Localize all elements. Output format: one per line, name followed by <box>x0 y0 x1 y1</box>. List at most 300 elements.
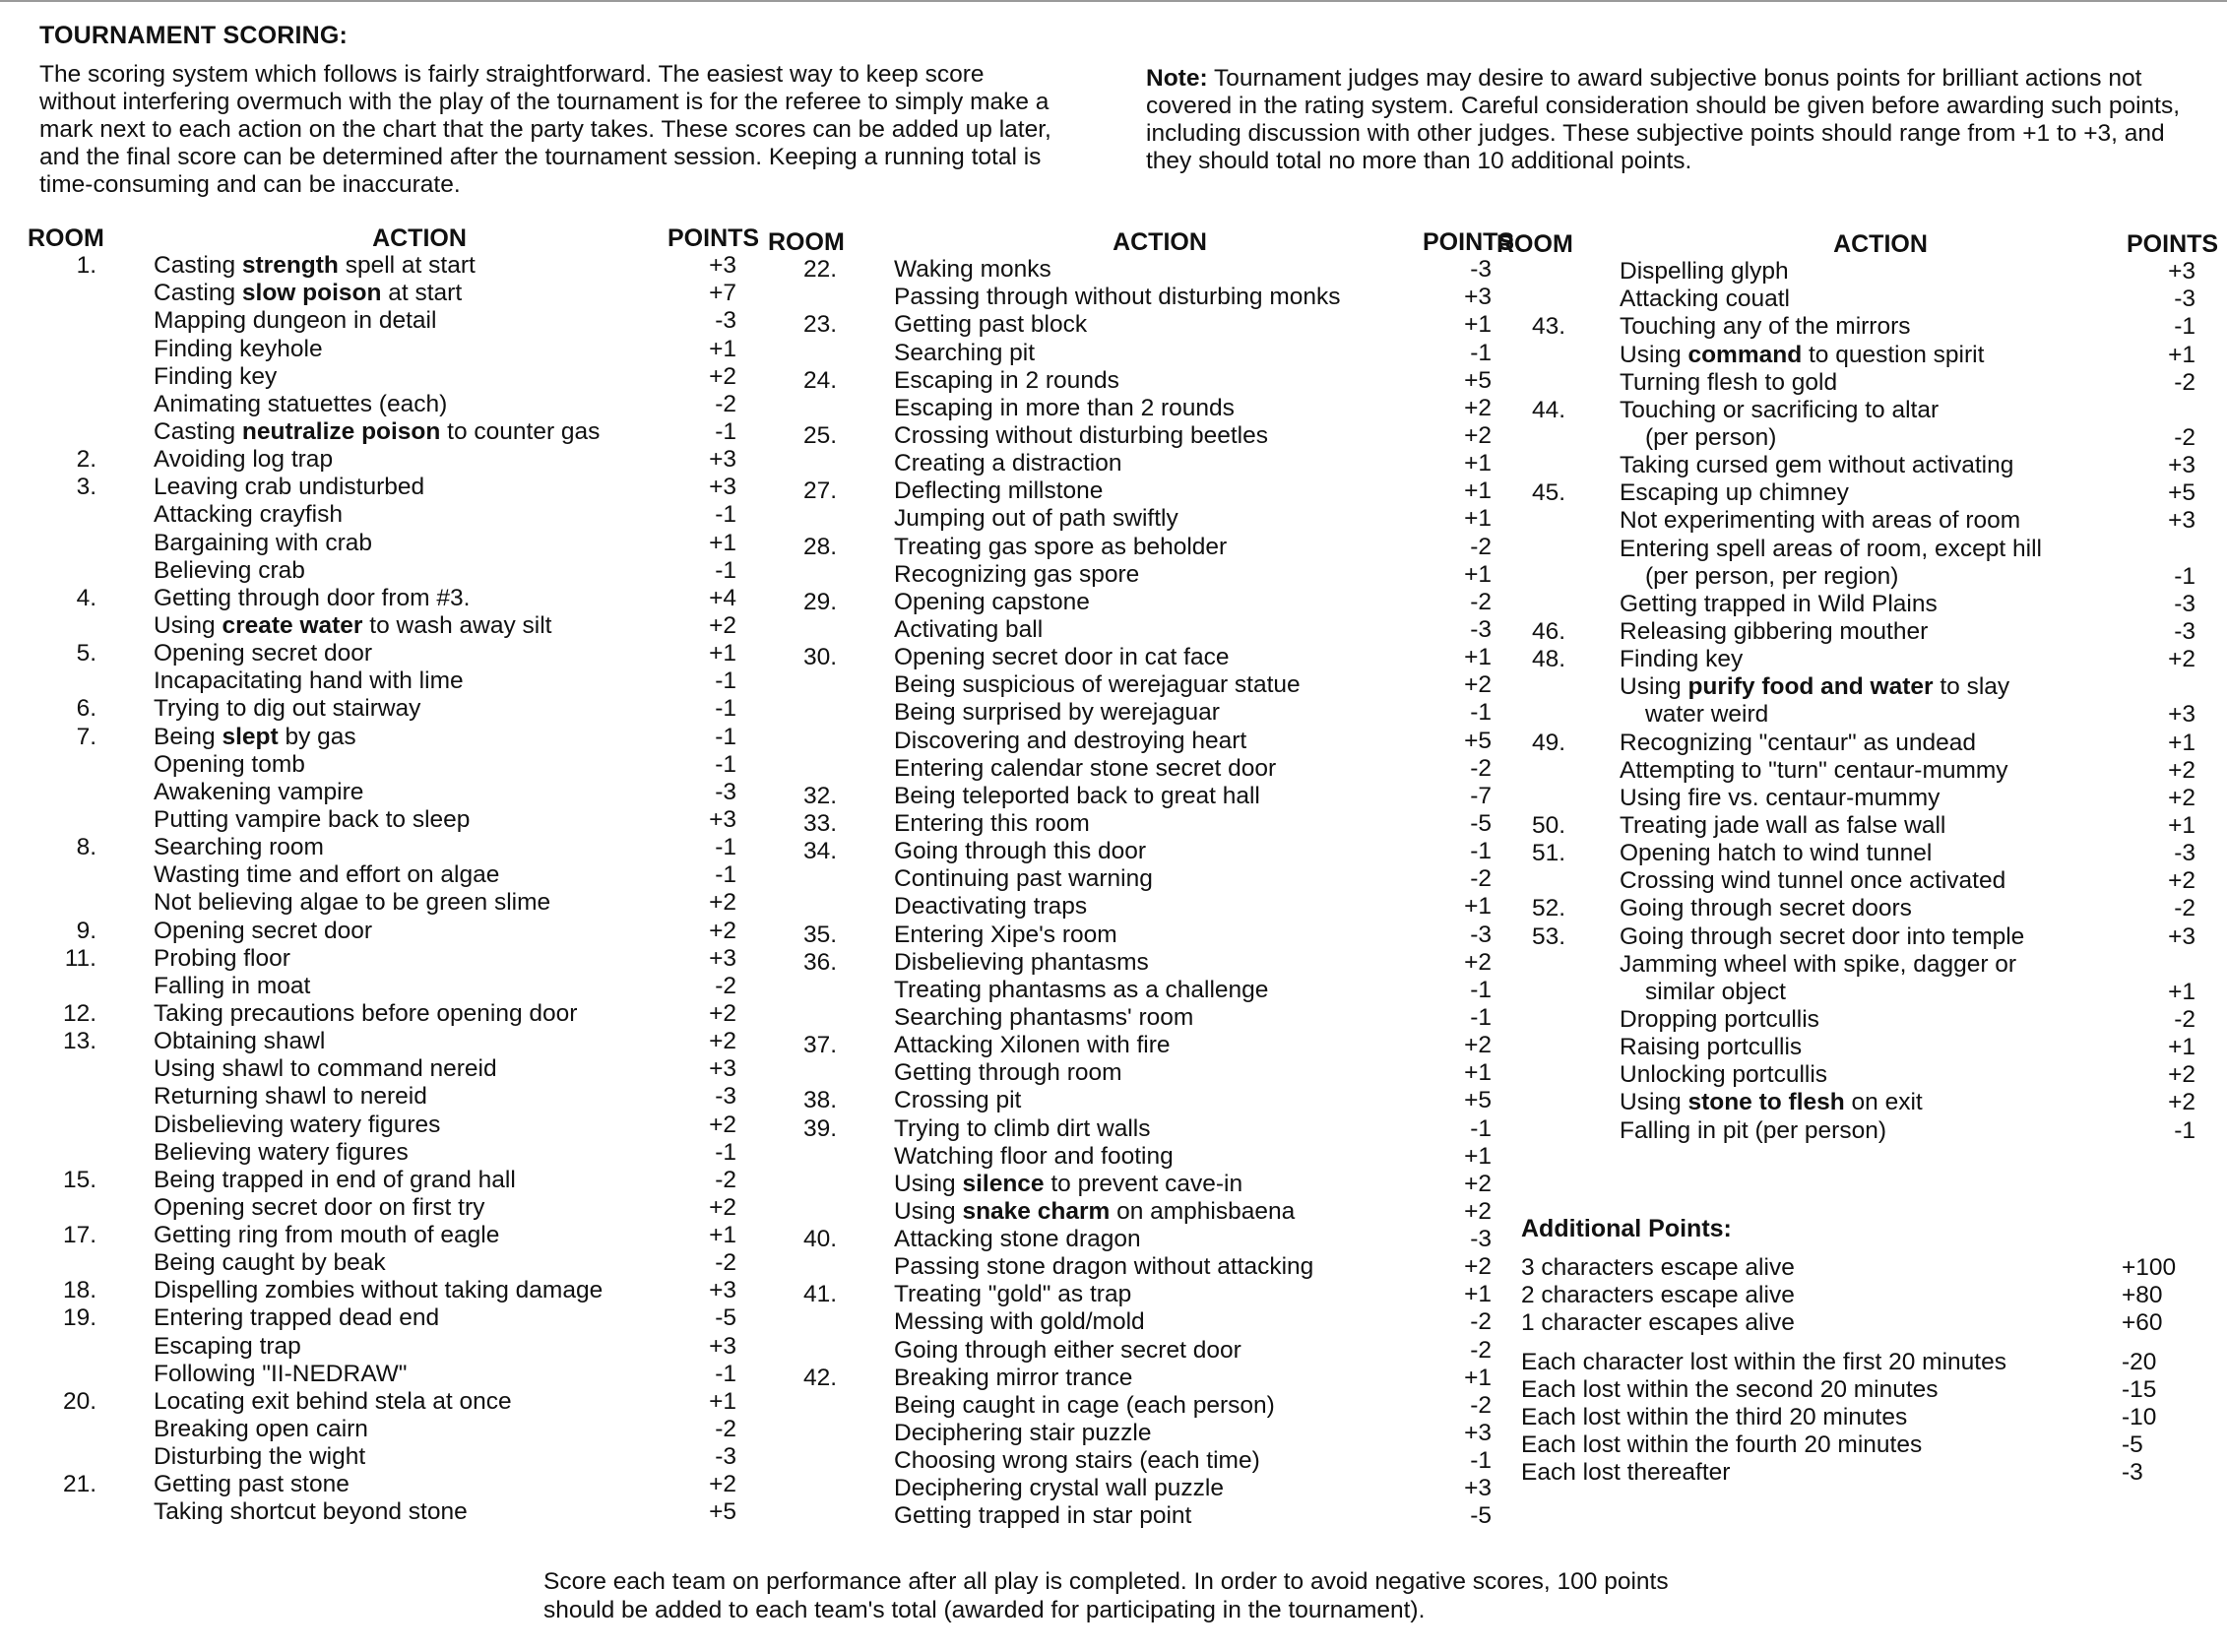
note-paragraph <box>1146 65 2190 175</box>
additional-points-row <box>1521 1309 2163 1337</box>
action-text <box>894 1115 1150 1143</box>
points-value: +3 <box>709 944 736 972</box>
action-text <box>154 834 324 861</box>
points-value: +3 <box>1464 284 1492 311</box>
points-value: +3 <box>709 1055 736 1083</box>
action-fragment: Following "II-NEDRAW" <box>154 1360 408 1387</box>
action-text <box>1620 342 1984 369</box>
points-value: -1 <box>715 417 736 445</box>
action-fragment: Obtaining shawl <box>154 1028 326 1055</box>
action-text <box>1620 1089 1923 1116</box>
points-value: -3 <box>715 778 736 805</box>
action-fragment: Passing stone dragon without attacking <box>894 1253 1314 1281</box>
points-value: +2 <box>1464 1032 1492 1059</box>
action-fragment: Using <box>154 611 223 639</box>
action-fragment: Bargaining with crab <box>154 529 372 556</box>
points-value: -2 <box>2174 423 2195 451</box>
action-text <box>154 336 323 363</box>
action-fragment: Messing with gold/mold <box>894 1308 1145 1336</box>
points-value: -3 <box>2174 590 2195 617</box>
action-text <box>154 751 305 779</box>
action-text <box>154 724 356 751</box>
points-value: +7 <box>709 280 736 307</box>
action-fragment: Putting vampire back to sleep <box>154 805 471 833</box>
points-value: -2 <box>1470 1308 1492 1336</box>
action-text <box>894 1087 1021 1114</box>
action-fragment: Casting <box>154 280 242 307</box>
action-text <box>894 367 1119 395</box>
action-text <box>894 1337 1241 1365</box>
points-value: +5 <box>1464 366 1492 394</box>
action-text <box>154 501 343 529</box>
additional-points-label: Each lost within the fourth 20 minutes <box>1521 1431 1923 1458</box>
room-number: 49. <box>1531 729 1565 756</box>
action-text <box>1620 1061 1827 1089</box>
points-value: +1 <box>709 1222 736 1249</box>
action-fragment: Trying to climb dirt walls <box>894 1114 1151 1142</box>
action-fragment: Breaking mirror trance <box>894 1364 1133 1391</box>
action-fragment: Leaving crab undisturbed <box>154 474 425 501</box>
room-number: 18. <box>62 1277 96 1304</box>
spell-name: command <box>1687 341 1803 368</box>
spell-name: create water <box>222 611 363 639</box>
action-text <box>1620 286 1790 313</box>
points-value: +3 <box>709 474 736 501</box>
action-fragment: Watching floor and footing <box>894 1142 1174 1170</box>
action-fragment: Not experimenting with areas of room <box>1620 507 2021 535</box>
room-number: 9. <box>76 917 96 944</box>
action-fragment: Activating ball <box>894 615 1044 643</box>
action-text <box>154 363 277 391</box>
points-value: -2 <box>715 1166 736 1193</box>
room-number: 52. <box>1531 895 1565 922</box>
action-fragment: Opening capstone <box>894 588 1090 615</box>
action-fragment: Opening secret door <box>154 917 372 944</box>
action-fragment: spell at start <box>338 252 476 280</box>
action-fragment: to question spirit <box>1802 341 1985 368</box>
action-fragment: Opening hatch to wind tunnel <box>1620 840 1933 867</box>
action-fragment: Jumping out of path swiftly <box>894 505 1178 533</box>
room-number: 53. <box>1531 922 1565 950</box>
points-value: -1 <box>2174 1116 2195 1144</box>
action-fragment: Getting past block <box>894 311 1088 339</box>
additional-points-row <box>1521 1282 2163 1309</box>
action-fragment: Trying to dig out stairway <box>154 695 421 723</box>
points-value: -2 <box>715 1416 736 1443</box>
points-value: +5 <box>709 1498 736 1526</box>
spell-name: neutralize poison <box>241 417 441 445</box>
action-text <box>1620 258 1789 286</box>
action-text <box>894 422 1268 450</box>
points-value: -1 <box>715 723 736 750</box>
action-fragment: Crossing without disturbing beetles <box>894 421 1268 449</box>
action-text <box>1620 507 2020 535</box>
action-fragment: Being <box>154 723 223 750</box>
action-fragment: Treating gas spore as beholder <box>894 533 1228 560</box>
points-value: -1 <box>715 1138 736 1166</box>
points-value: +1 <box>1464 311 1492 339</box>
points-value: -1 <box>1470 699 1492 727</box>
action-fragment: Opening secret door <box>154 640 372 667</box>
action-fragment: Returning shawl to nereid <box>154 1083 427 1111</box>
action-fragment: Being caught in cage (each person) <box>894 1391 1275 1419</box>
points-value: +5 <box>1464 1087 1492 1114</box>
points-value: +1 <box>2168 811 2195 839</box>
action-fragment: Waking monks <box>894 256 1051 284</box>
action-fragment: water weird <box>1645 701 1769 729</box>
additional-points-row <box>1521 1376 2157 1404</box>
additional-points-value: -15 <box>2122 1376 2157 1403</box>
action-text <box>1620 313 1911 341</box>
action-fragment: Being trapped in end of grand hall <box>154 1166 516 1193</box>
points-value: -1 <box>715 501 736 529</box>
room-number: 45. <box>1531 479 1565 507</box>
points-value: -2 <box>1470 533 1492 560</box>
points-value: -5 <box>1470 809 1492 837</box>
action-text <box>1620 1006 1819 1034</box>
action-text <box>154 585 470 612</box>
action-text <box>154 557 305 585</box>
action-text <box>154 1194 484 1222</box>
action-fragment: on amphisbaena <box>1110 1197 1296 1225</box>
points-value: +2 <box>1464 948 1492 976</box>
action-text <box>1620 452 2013 479</box>
points-value: -3 <box>1470 921 1492 948</box>
additional-points-label: Each lost within the second 20 minutes <box>1521 1376 1939 1403</box>
action-fragment: Continuing past warning <box>894 865 1153 893</box>
action-text <box>154 1055 497 1083</box>
points-value: +3 <box>709 446 736 474</box>
points-value: +1 <box>2168 1034 2195 1061</box>
top-rule <box>0 0 2227 2</box>
spell-name: snake charm <box>962 1197 1111 1225</box>
action-fragment: Treating phantasms as a challenge <box>894 976 1269 1003</box>
action-text <box>894 450 1122 477</box>
action-fragment: Incapacitating hand with lime <box>154 667 464 695</box>
room-number: 27. <box>802 477 837 505</box>
points-value: -3 <box>2174 286 2195 313</box>
points-value: +2 <box>709 611 736 639</box>
action-text <box>154 530 372 557</box>
points-value: +3 <box>2168 701 2195 729</box>
action-text <box>1620 1034 1802 1061</box>
action-fragment: Entering calendar stone secret door <box>894 754 1277 782</box>
action-text <box>1620 923 2024 951</box>
points-value: -1 <box>1470 838 1492 865</box>
additional-points-value: -20 <box>2122 1349 2157 1375</box>
points-value: +2 <box>709 917 736 944</box>
room-number: 1. <box>76 252 96 280</box>
action-fragment: Taking shortcut beyond stone <box>154 1498 468 1526</box>
action-text <box>894 1143 1174 1171</box>
action-fragment: Recognizing "centaur" as undead <box>1620 729 1976 756</box>
action-text <box>154 1388 512 1416</box>
action-text <box>154 1000 577 1028</box>
action-text <box>1620 895 1912 922</box>
action-text <box>154 1416 368 1443</box>
points-value: +5 <box>1464 727 1492 754</box>
action-fragment: Deciphering crystal wall puzzle <box>894 1475 1224 1502</box>
room-header: ROOM <box>768 228 845 256</box>
action-fragment: Finding key <box>1620 646 1744 673</box>
action-fragment: Breaking open cairn <box>154 1416 368 1443</box>
action-fragment: Opening secret door in cat face <box>894 644 1230 671</box>
action-fragment: Crossing wind tunnel once activated <box>1620 867 2006 895</box>
room-number: 33. <box>802 809 837 837</box>
action-text <box>154 667 464 695</box>
points-value: +1 <box>709 529 736 556</box>
action-fragment: on exit <box>1844 1089 1923 1116</box>
action-text <box>894 671 1301 699</box>
action-text <box>894 783 1260 810</box>
action-text <box>154 1249 386 1277</box>
action-fragment: Escaping in more than 2 rounds <box>894 394 1235 421</box>
action-text <box>1620 618 1928 646</box>
additional-points-label: Each character lost within the first 20 minutes <box>1521 1349 2006 1375</box>
room-number: 8. <box>76 834 96 861</box>
action-fragment: Taking precautions before opening door <box>154 999 578 1027</box>
action-fragment: Using <box>1620 341 1688 368</box>
points-value: -2 <box>1470 1336 1492 1364</box>
additional-points-title: Additional Points: <box>1521 1215 1732 1242</box>
points-value: +2 <box>1464 1253 1492 1281</box>
points-value: -3 <box>2174 617 2195 645</box>
points-value: +1 <box>709 640 736 667</box>
action-fragment: Crossing pit <box>894 1087 1022 1114</box>
additional-points-list <box>1521 1254 2177 1487</box>
action-text <box>1620 979 1786 1006</box>
points-value: +4 <box>709 584 736 611</box>
action-fragment: Using <box>1620 1089 1688 1116</box>
additional-points-section <box>1521 1215 2177 1487</box>
action-fragment: Dispelling glyph <box>1620 258 1789 286</box>
action-fragment: Finding key <box>154 362 278 390</box>
action-text <box>894 256 1051 284</box>
action-fragment: Escaping in 2 rounds <box>894 366 1119 394</box>
action-fragment: Disturbing the wight <box>154 1443 366 1471</box>
action-text <box>894 589 1090 616</box>
note-label: Note: <box>1146 65 1208 92</box>
action-text <box>1620 701 1768 729</box>
action-text <box>894 477 1103 505</box>
room-number: 35. <box>802 921 837 948</box>
points-value: +2 <box>1464 1170 1492 1197</box>
points-header: POINTS <box>668 224 760 252</box>
action-fragment: Treating "gold" as trap <box>894 1281 1132 1308</box>
spell-name: slow poison <box>241 280 382 307</box>
action-fragment: Not believing algae to be green slime <box>154 889 551 917</box>
points-value: -1 <box>715 667 736 695</box>
action-text <box>894 1308 1145 1336</box>
room-number: 12. <box>62 999 96 1027</box>
points-value: +3 <box>1464 1420 1492 1447</box>
action-fragment: Wasting time and effort on algae <box>154 861 500 889</box>
action-text <box>894 284 1341 311</box>
action-text <box>1620 812 1945 840</box>
points-value: +1 <box>709 1387 736 1415</box>
room-number: 44. <box>1531 396 1565 423</box>
action-fragment: Escaping up chimney <box>1620 479 1849 507</box>
room-number: 39. <box>802 1114 837 1142</box>
points-value: +1 <box>1464 450 1492 477</box>
action-text <box>1620 646 1743 673</box>
action-fragment: Finding keyhole <box>154 335 323 362</box>
action-text <box>154 806 470 834</box>
action-fragment: Attacking couatl <box>1620 286 1790 313</box>
additional-points-value: +60 <box>2122 1309 2163 1336</box>
action-text <box>894 865 1153 893</box>
action-header: ACTION <box>372 224 467 252</box>
action-fragment: Searching room <box>154 834 324 861</box>
points-value: +1 <box>709 335 736 362</box>
action-text <box>1620 563 1898 591</box>
room-number: 22. <box>802 256 837 284</box>
action-text <box>154 1139 409 1167</box>
room-number: 46. <box>1531 617 1565 645</box>
points-value: +1 <box>1464 1281 1492 1308</box>
points-value: -3 <box>2174 840 2195 867</box>
points-value: +3 <box>709 252 736 280</box>
action-text <box>154 446 333 474</box>
points-value: -2 <box>2174 895 2195 922</box>
additional-points-value: -10 <box>2122 1404 2157 1430</box>
action-fragment: Being caught by beak <box>154 1249 386 1277</box>
action-text <box>1620 1117 1886 1145</box>
action-fragment: Treating jade wall as false wall <box>1620 811 1946 839</box>
action-fragment: Recognizing gas spore <box>894 560 1140 588</box>
points-value: +1 <box>2168 729 2195 756</box>
action-header: ACTION <box>1833 230 1928 258</box>
action-fragment: Turning flesh to gold <box>1620 368 1838 396</box>
action-fragment: Probing floor <box>154 944 290 972</box>
points-value: +3 <box>2168 507 2195 535</box>
action-fragment: Attacking crayfish <box>154 501 343 529</box>
action-fragment: Disbelieving watery figures <box>154 1111 441 1138</box>
points-value: +1 <box>2168 978 2195 1005</box>
action-text <box>894 1502 1191 1530</box>
points-value: -2 <box>1470 588 1492 615</box>
points-value: +1 <box>2168 341 2195 368</box>
action-fragment: Using <box>894 1197 963 1225</box>
action-text <box>154 1361 407 1388</box>
action-fragment: Using <box>1620 673 1688 701</box>
room-number: 29. <box>802 588 837 615</box>
points-value: +2 <box>1464 394 1492 421</box>
action-fragment: Raising portcullis <box>1620 1034 1803 1061</box>
action-fragment: Being surprised by werejaguar <box>894 699 1220 727</box>
action-fragment: Attacking Xilonen with fire <box>894 1032 1171 1059</box>
points-value: +3 <box>2168 452 2195 479</box>
action-text <box>1620 536 2042 563</box>
action-text <box>1620 424 1776 452</box>
action-fragment: Searching pit <box>894 339 1036 366</box>
action-fragment: Going through this door <box>894 838 1147 865</box>
action-text <box>894 1171 1242 1198</box>
spell-name: slept <box>222 723 279 750</box>
points-value: +1 <box>1464 1059 1492 1087</box>
points-value: -2 <box>715 1249 736 1277</box>
points-value: -1 <box>2174 313 2195 341</box>
room-number: 50. <box>1531 811 1565 839</box>
footer-note: Score each team on performance after all play is completed. In order to avoid negative scores, 100 points should be added to each team's total (awarded for participating in the tournament). <box>543 1568 1669 1623</box>
points-header: POINTS <box>2127 230 2219 258</box>
points-value: +2 <box>709 1193 736 1221</box>
points-value: -1 <box>715 834 736 861</box>
additional-points-label: Each lost within the third 20 minutes <box>1521 1404 1908 1430</box>
points-value: -1 <box>715 861 736 889</box>
room-number: 30. <box>802 644 837 671</box>
action-text <box>894 1253 1313 1281</box>
action-text <box>894 977 1268 1004</box>
points-value: +2 <box>1464 1197 1492 1225</box>
room-number: 23. <box>802 311 837 339</box>
action-fragment: Being teleported back to great hall <box>894 782 1260 809</box>
spell-name: purify food and water <box>1687 673 1934 701</box>
points-value: +2 <box>709 362 736 390</box>
room-number: 21. <box>62 1471 96 1498</box>
action-fragment: Attacking stone dragon <box>894 1226 1141 1253</box>
action-text <box>154 252 476 280</box>
points-value: +2 <box>709 1028 736 1055</box>
room-number: 6. <box>76 695 96 723</box>
action-fragment: Unlocking portcullis <box>1620 1061 1828 1089</box>
action-fragment: Falling in pit (per person) <box>1620 1116 1886 1144</box>
action-text <box>894 1420 1151 1447</box>
action-fragment: Using shawl to command nereid <box>154 1055 497 1083</box>
points-value: -3 <box>715 307 736 335</box>
action-text <box>154 918 372 945</box>
action-text <box>154 1304 439 1332</box>
room-number: 15. <box>62 1166 96 1193</box>
points-value: -1 <box>2174 562 2195 590</box>
action-text <box>154 418 600 446</box>
room-number: 43. <box>1531 313 1565 341</box>
room-number: 37. <box>802 1032 837 1059</box>
action-text <box>894 755 1276 783</box>
room-number: 4. <box>76 584 96 611</box>
action-text <box>154 1498 468 1526</box>
points-value: +2 <box>709 1471 736 1498</box>
additional-points-value: -3 <box>2122 1459 2143 1486</box>
action-text <box>894 1059 1122 1087</box>
action-fragment: Taking cursed gem without activating <box>1620 452 2014 479</box>
intro-paragraph: The scoring system which follows is fairly straightforward. The easiest way to keep score without interfering overmuch with the play of the tournament is for the referee to simply make a mark next to each action on the chart that the party takes. These scores can be added up later, and the final score can be determined after the tournament session. Keeping a running total is time-consuming and can be inaccurate. <box>39 61 1051 198</box>
action-text <box>154 391 447 418</box>
points-value: -1 <box>1470 1114 1492 1142</box>
action-fragment: Disbelieving phantasms <box>894 948 1149 976</box>
points-value: -2 <box>2174 368 2195 396</box>
room-number: 51. <box>1531 840 1565 867</box>
action-text <box>894 561 1139 589</box>
action-fragment: to prevent cave-in <box>1044 1170 1243 1197</box>
action-fragment: Deflecting millstone <box>894 477 1104 505</box>
action-text <box>894 921 1117 949</box>
room-number: 34. <box>802 838 837 865</box>
room-number: 38. <box>802 1087 837 1114</box>
points-value: +2 <box>2168 1089 2195 1116</box>
action-fragment: Discovering and destroying heart <box>894 727 1247 754</box>
action-fragment: Dispelling zombies without taking damage <box>154 1277 604 1304</box>
action-fragment: Avoiding log trap <box>154 446 334 474</box>
points-value: +3 <box>2168 258 2195 286</box>
action-text <box>1620 369 1837 397</box>
points-value: -1 <box>1470 1003 1492 1031</box>
action-text <box>894 1004 1193 1032</box>
points-value: -2 <box>715 972 736 999</box>
points-value: +1 <box>1464 560 1492 588</box>
action-text <box>894 810 1090 838</box>
points-value: +1 <box>1464 505 1492 533</box>
